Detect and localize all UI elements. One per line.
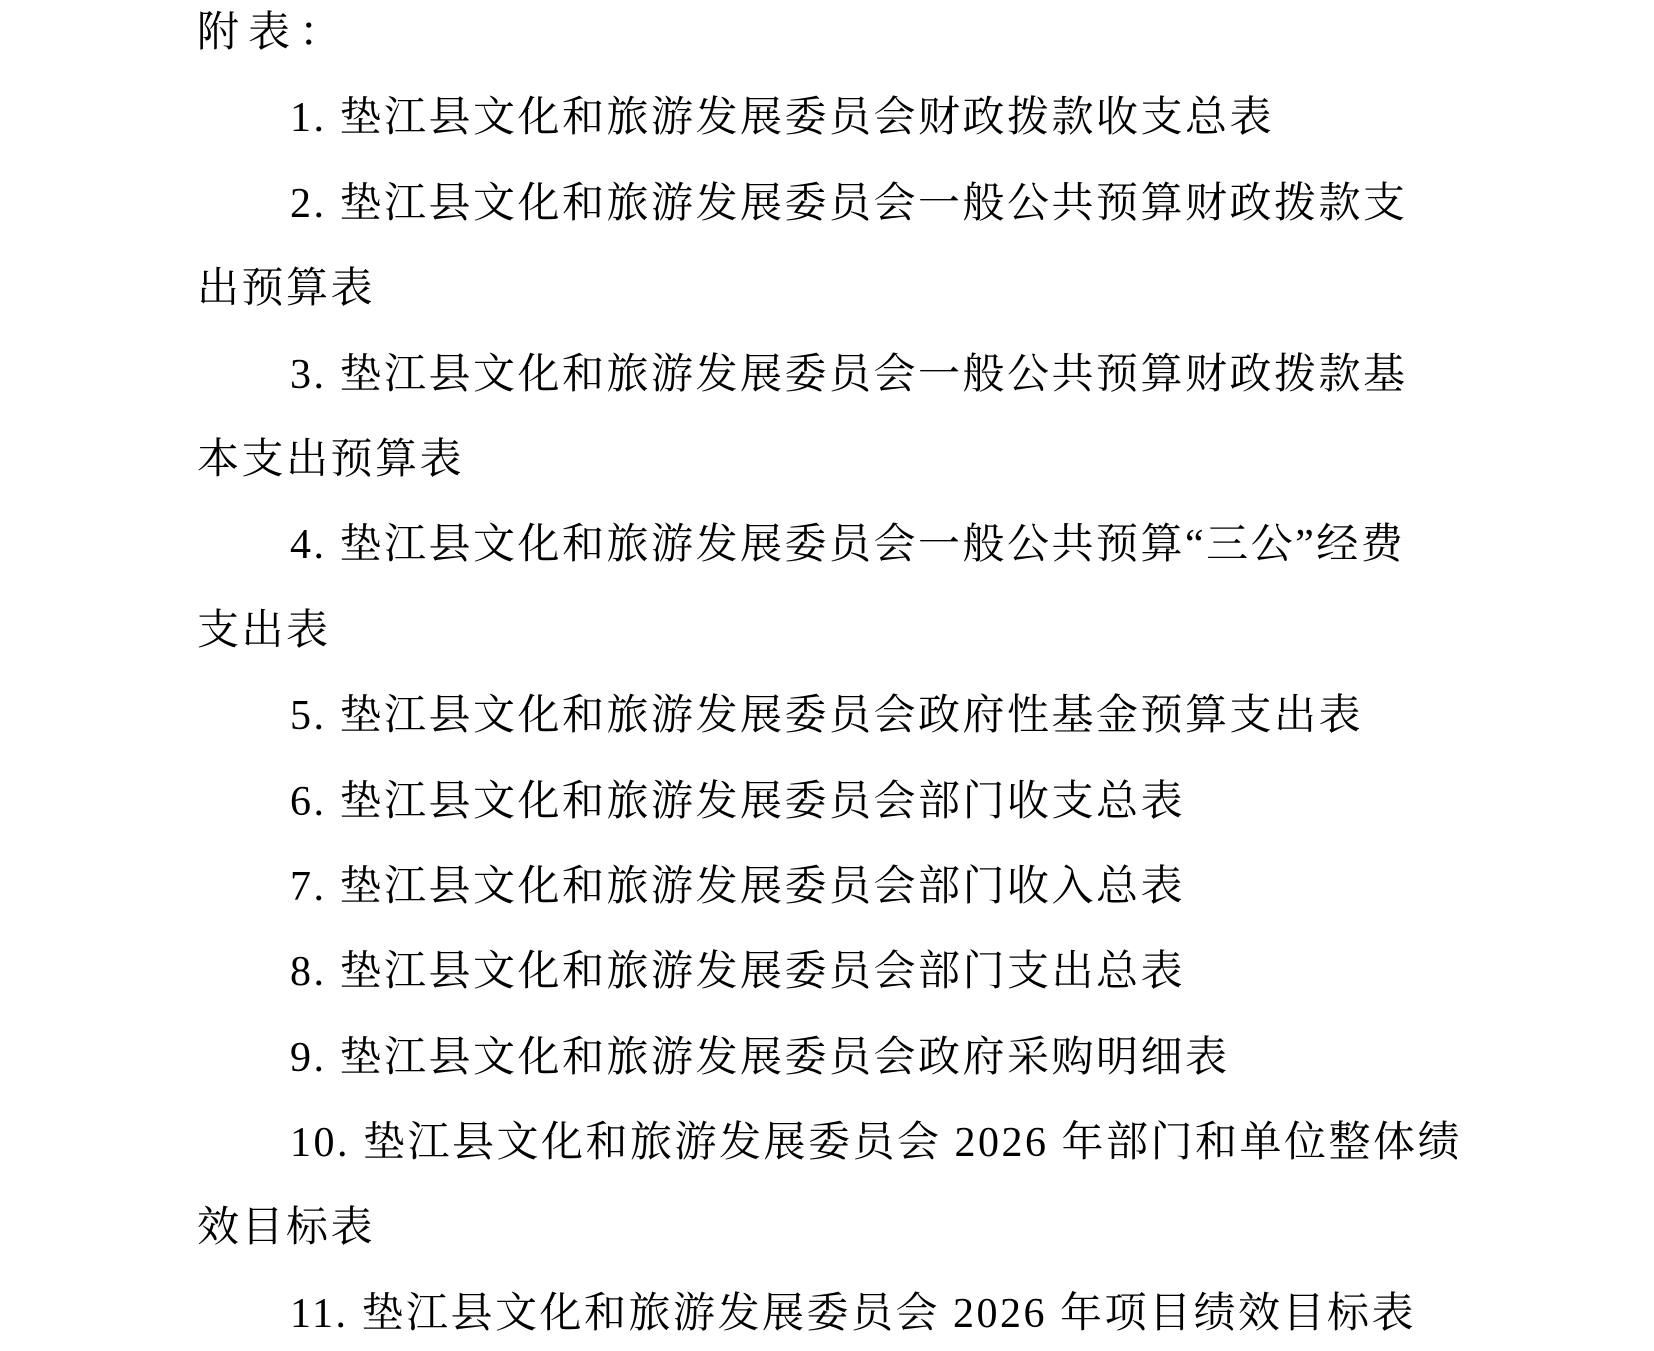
attachment-list-line: 3. 垫江县文化和旅游发展委员会一般公共预算财政拨款基 [290,351,1408,398]
attachment-list-line: 7. 垫江县文化和旅游发展委员会部门收入总表 [290,863,1186,910]
attachment-list [197,0,1467,1351]
attachment-list-heading: 附表： [197,10,351,56]
attachment-list-line: 出预算表 [197,266,376,313]
attachment-list-line: 本支出预算表 [197,436,465,483]
attachment-list-line: 6. 垫江县文化和旅游发展委员会部门收支总表 [290,778,1186,825]
attachment-list-line: 效目标表 [197,1205,376,1252]
attachment-list-line: 10. 垫江县文化和旅游发展委员会 2026 年部门和单位整体绩 [290,1120,1463,1167]
attachment-list-line: 4. 垫江县文化和旅游发展委员会一般公共预算“三公”经费 [290,522,1406,569]
attachment-list-line: 2. 垫江县文化和旅游发展委员会一般公共预算财政拨款支 [290,180,1408,227]
attachment-list-line: 9. 垫江县文化和旅游发展委员会政府采购明细表 [290,1034,1230,1081]
attachment-list-line: 1. 垫江县文化和旅游发展委员会财政拨款收支总表 [290,95,1275,142]
attachment-list-line: 5. 垫江县文化和旅游发展委员会政府性基金预算支出表 [290,693,1364,740]
attachment-list-line: 8. 垫江县文化和旅游发展委员会部门支出总表 [290,949,1186,996]
attachment-list-line: 支出表 [197,607,331,654]
attachment-list-line: 11. 垫江县文化和旅游发展委员会 2026 年项目绩效目标表 [290,1290,1416,1337]
